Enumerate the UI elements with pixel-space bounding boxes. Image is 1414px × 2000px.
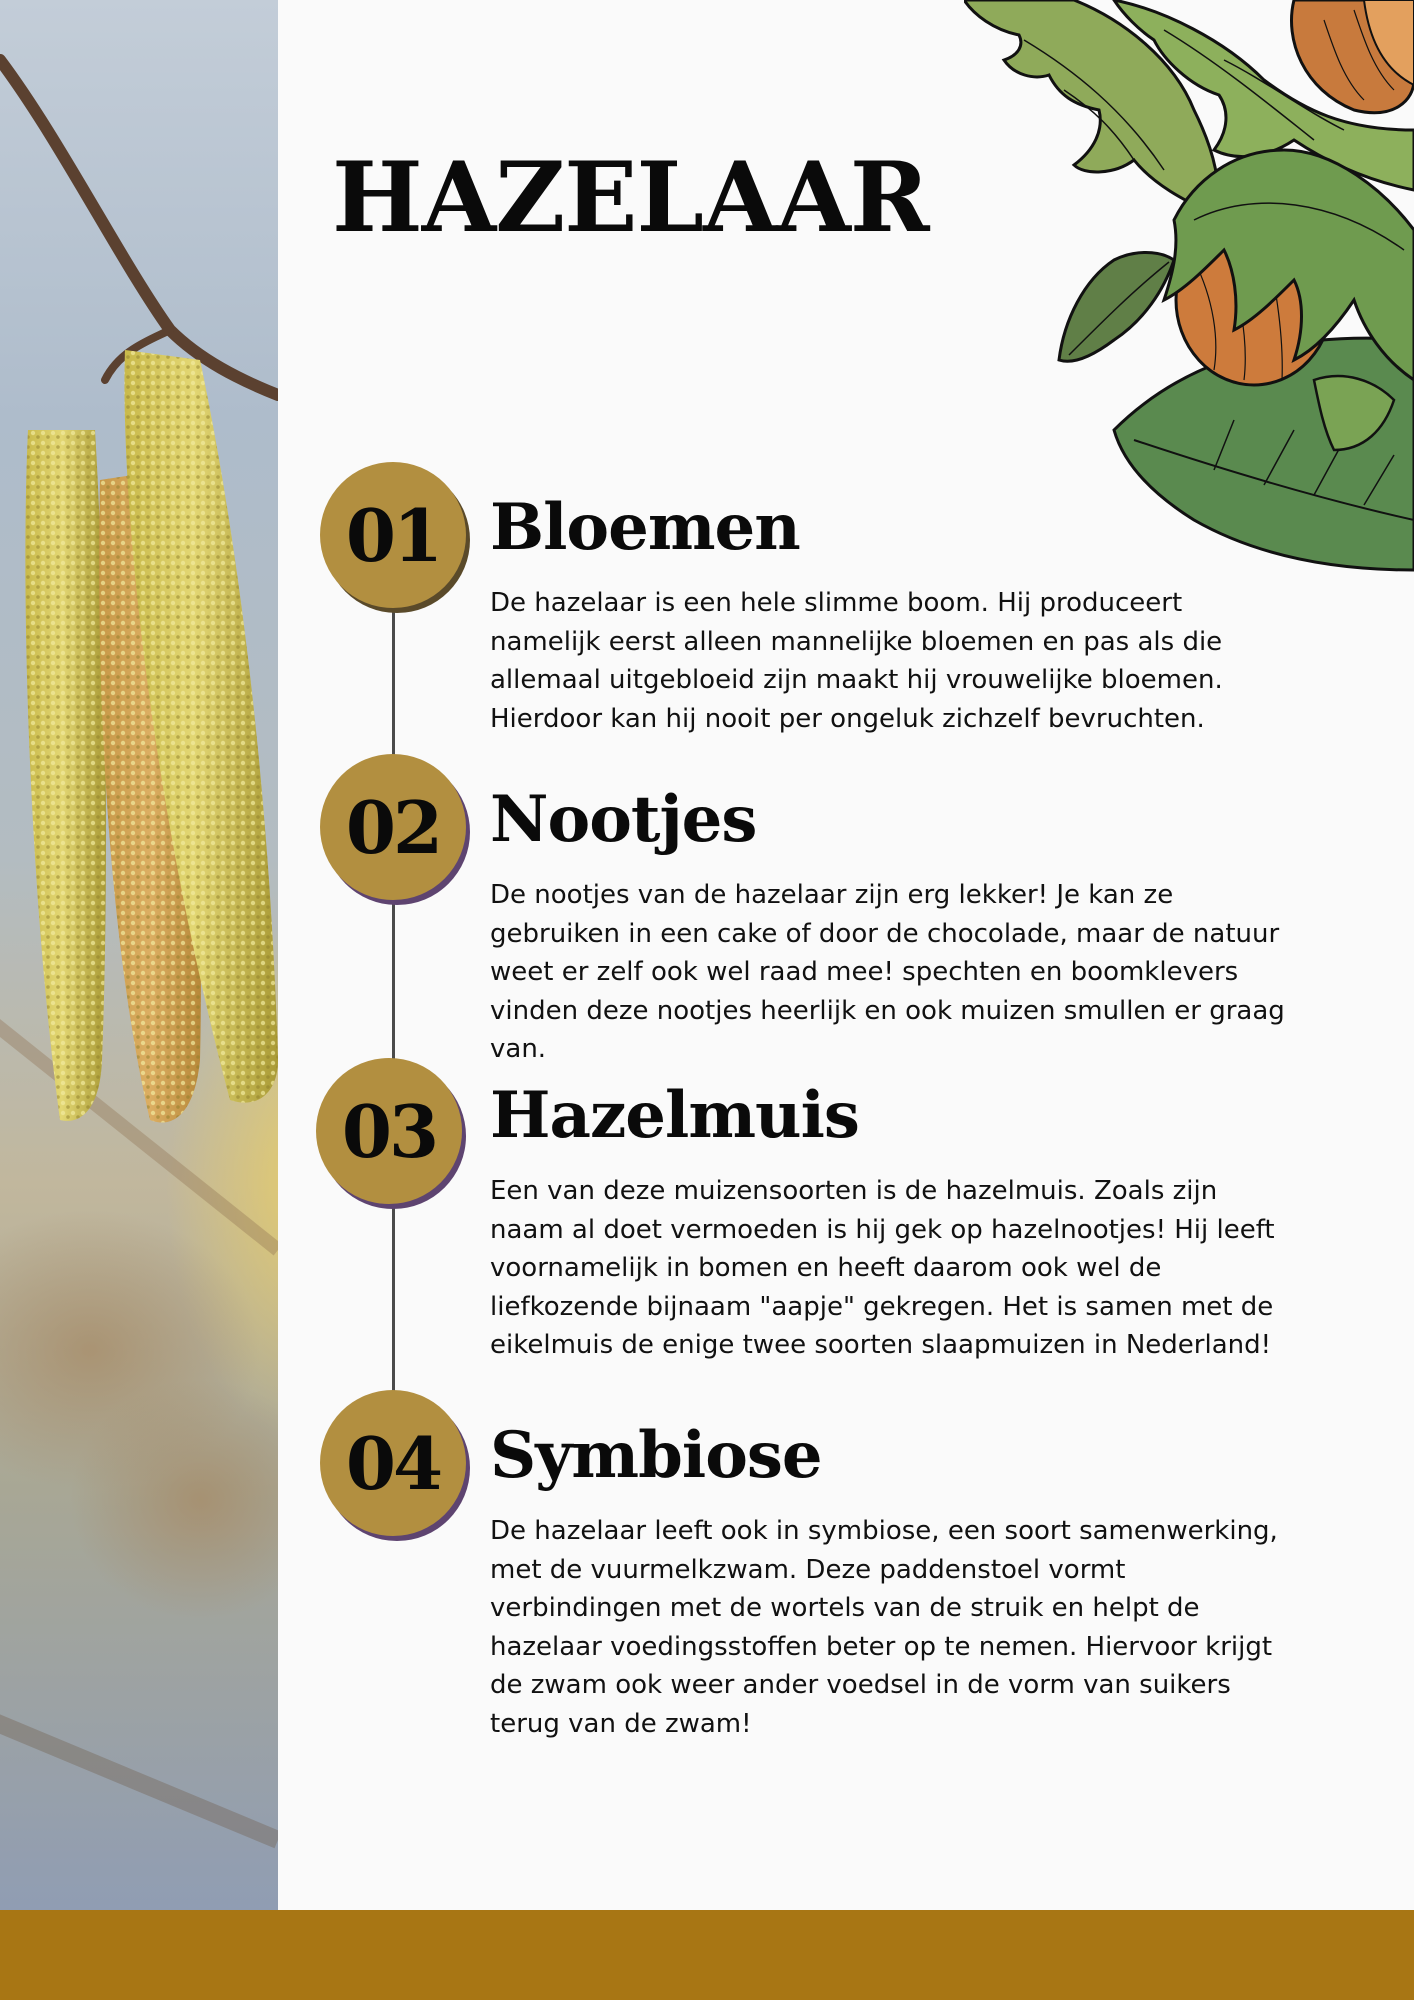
- section-heading: Hazelmuis: [490, 1078, 859, 1153]
- section-heading: Symbiose: [490, 1418, 822, 1493]
- section-heading: Bloemen: [490, 490, 800, 565]
- section-body: De nootjes van de hazelaar zijn erg lekker! Je kan ze gebruiken in een cake of door de chocolade, maar de natuur weet er zelf ook wel raad mee! spechten en boomklevers vinden deze nootjes heerlijk en ook muizen smullen er graag van.: [490, 880, 1285, 1064]
- section-number-badge: 04: [320, 1390, 466, 1536]
- hazelnut-illustration: [964, 0, 1414, 580]
- footer-bar: [0, 1910, 1414, 2000]
- section-heading: Nootjes: [490, 782, 757, 857]
- section-number-badge: 02: [320, 754, 466, 900]
- page-title: HAZELAAR: [332, 141, 929, 254]
- timeline-line: [392, 560, 395, 1400]
- section-body: De hazelaar is een hele slimme boom. Hij produceert namelijk eerst alleen mannelijke bloemen en pas als die allemaal uitgebloeid zijn maakt hij vrouwelijke bloemen. Hierdoor kan hij nooit per ongeluk zichzelf bevruchten.: [490, 588, 1223, 734]
- section-body: Een van deze muizensoorten is de hazelmuis. Zoals zijn naam al doet vermoeden is hij gek op hazelnootjes! Hij leeft voornamelijk in bomen en heeft daarom ook wel de liefkozende bijnaam "aapje" gekregen. Het is samen met de eikelmuis de enige twee soorten slaapmuizen in Nederland!: [490, 1176, 1275, 1360]
- hazel-catkins-photo: [0, 0, 278, 1910]
- section-number-badge: 03: [316, 1058, 462, 1204]
- section-number-badge: 01: [320, 462, 466, 608]
- section-body: De hazelaar leeft ook in symbiose, een soort samenwerking, met de vuurmelkzwam. Deze paddenstoel vormt verbindingen met de wortels van de struik en helpt de hazelaar voedingsstoffen beter op te nemen. Hiervoor krijgt de zwam ook weer ander voedsel in de vorm van suikers terug van de zwam!: [490, 1516, 1278, 1739]
